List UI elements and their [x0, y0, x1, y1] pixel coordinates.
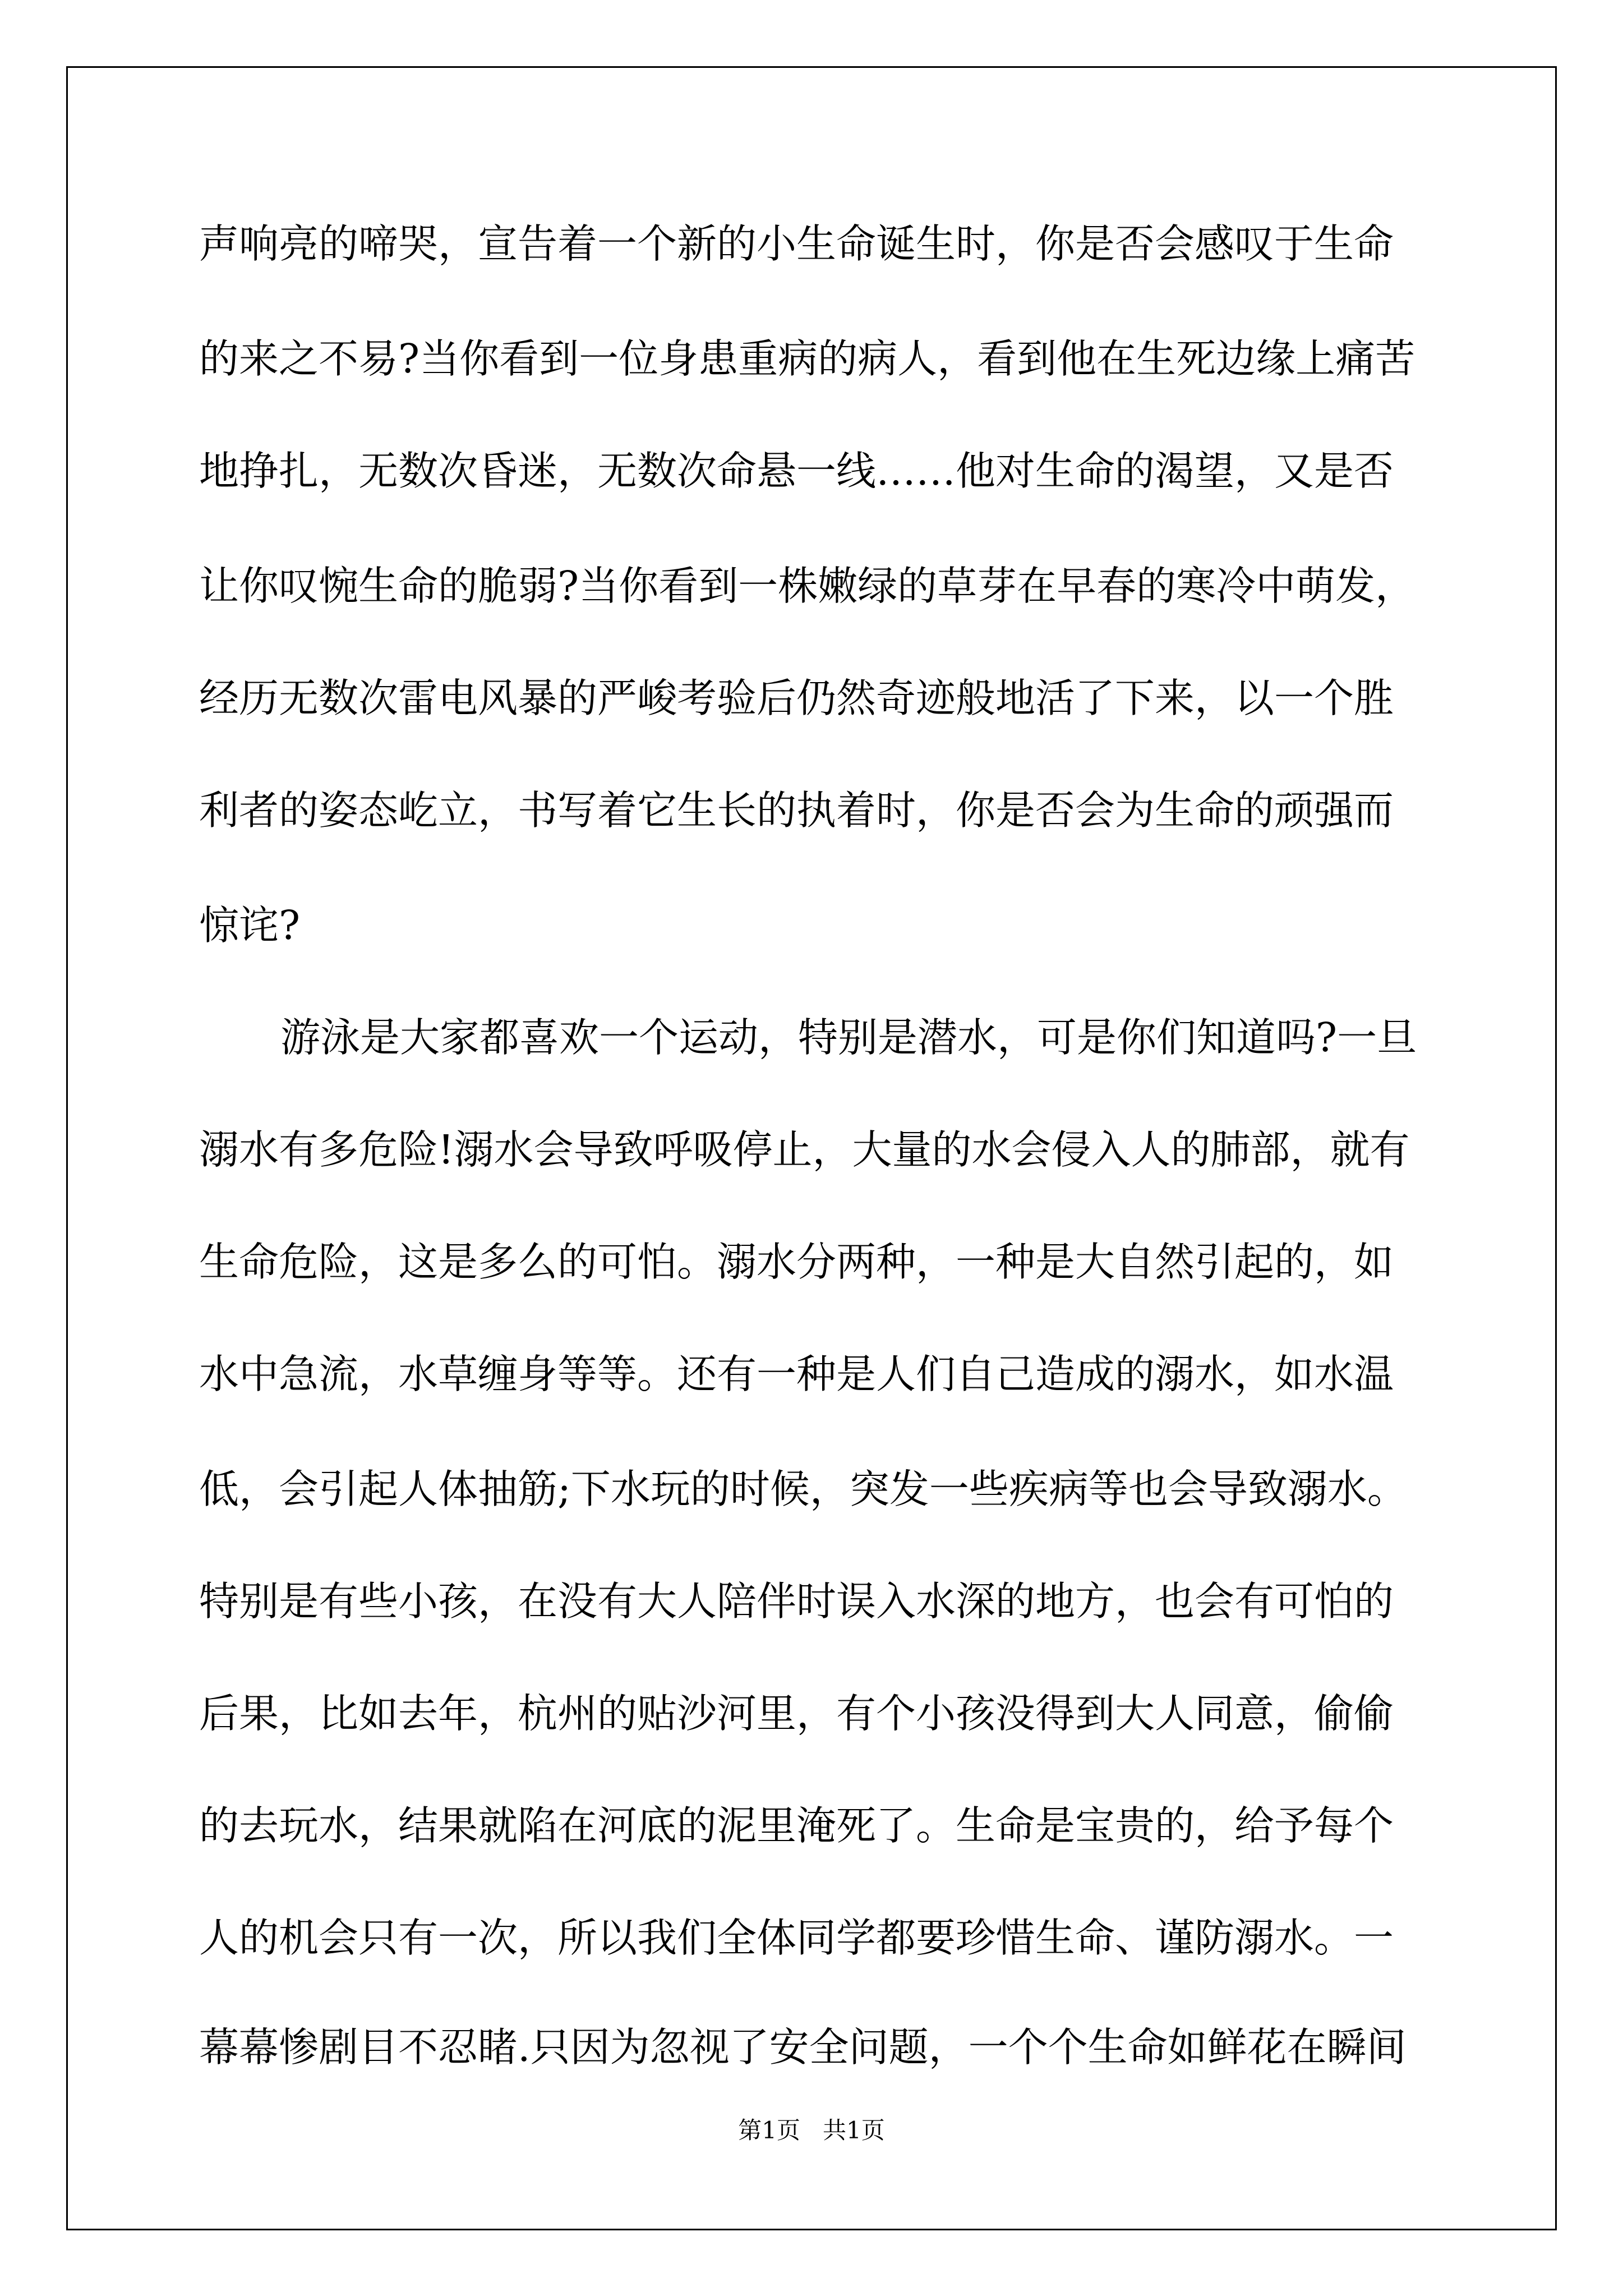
paragraph-2-line-8: 的去玩水，结果就陷在河底的泥里淹死了。生命是宝贵的，给予每个: [199, 1802, 1394, 1849]
paragraph-1-line-6: 利者的姿态屹立，书写着它生长的执着时，你是否会为生命的顽强而: [199, 787, 1394, 834]
page-number-footer: 第1页 共1页: [738, 2116, 885, 2144]
paragraph-1-line-3: 地挣扎，无数次昏迷，无数次命悬一线……他对生命的渴望，又是否: [199, 448, 1394, 494]
paragraph-2-line-6: 特别是有些小孩，在没有大人陪伴时误入水深的地方，也会有可怕的: [199, 1578, 1394, 1625]
paragraph-2-line-10: 幕幕惨剧目不忍睹.只因为忽视了安全问题，一个个生命如鲜花在瞬间: [199, 2024, 1407, 2070]
paragraph-2-line-9: 人的机会只有一次，所以我们全体同学都要珍惜生命、谨防溺水。一: [199, 1915, 1394, 1961]
paragraph-2-line-3: 生命危险，这是多么的可怕。溺水分两种，一种是大自然引起的，如: [199, 1239, 1394, 1285]
paragraph-1-line-5: 经历无数次雷电风暴的严峻考验后仍然奇迹般地活了下来，以一个胜: [199, 675, 1394, 721]
paragraph-1-line-4: 让你叹惋生命的脆弱?当你看到一株嫩绿的草芽在早春的寒冷中萌发，: [199, 563, 1415, 609]
paragraph-2-line-7: 后果，比如去年，杭州的贴沙河里，有个小孩没得到大人同意，偷偷: [199, 1690, 1394, 1737]
paragraph-2-line-2: 溺水有多危险!溺水会导致呼吸停止，大量的水会侵入人的肺部，就有: [199, 1126, 1410, 1173]
paragraph-2-line-1: 游泳是大家都喜欢一个运动，特别是潜水，可是你们知道吗?一旦: [280, 1014, 1417, 1061]
paragraph-1-line-2: 的来之不易?当你看到一位身患重病的病人，看到他在生死边缘上痛苦: [199, 335, 1415, 382]
paragraph-2-line-5: 低，会引起人体抽筋;下水玩的时候，突发一些疾病等也会导致溺水。: [199, 1466, 1407, 1512]
paragraph-1-line-7: 惊诧?: [199, 902, 301, 949]
paragraph-2-line-4: 水中急流，水草缠身等等。还有一种是人们自己造成的溺水，如水温: [199, 1351, 1394, 1397]
paragraph-1-line-1: 声响亮的啼哭，宣告着一个新的小生命诞生时，你是否会感叹于生命: [199, 220, 1394, 267]
